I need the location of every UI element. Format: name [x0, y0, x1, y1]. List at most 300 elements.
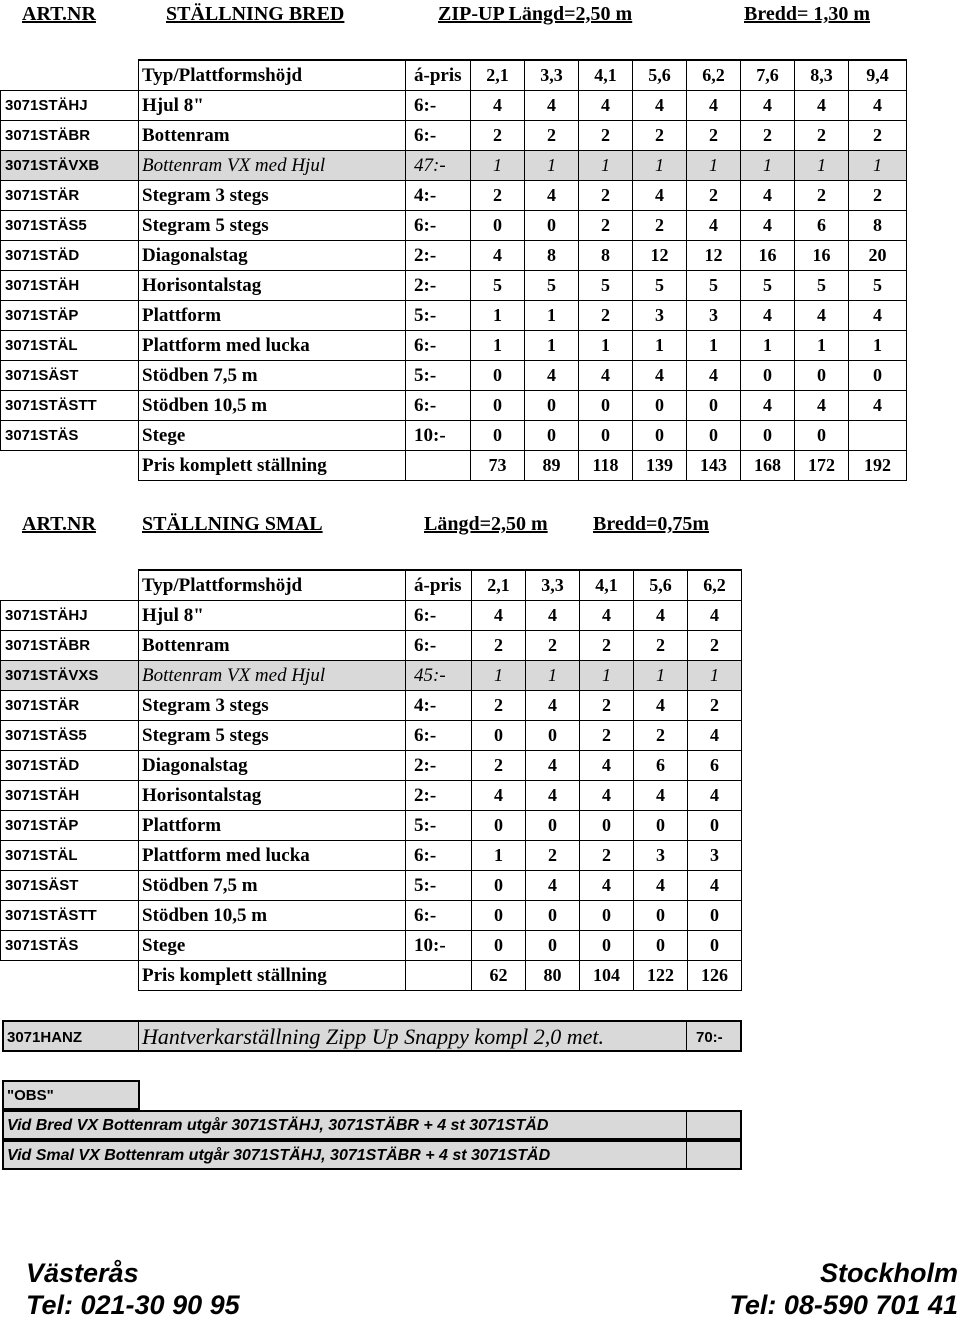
- bred-total-row: [1, 451, 907, 481]
- bred-price-cell: 2:-: [406, 271, 471, 301]
- smal-quantity-cell: 0: [472, 721, 526, 751]
- smal-description-cell: Stödben 10,5 m: [139, 901, 406, 931]
- bred-quantity-cell: 8: [579, 241, 633, 271]
- bred-quantity-cell: 0: [849, 361, 907, 391]
- bred-quantity-cell: 0: [579, 391, 633, 421]
- bred-quantity-cell: 4: [795, 91, 849, 121]
- bred-price-cell: 5:-: [406, 361, 471, 391]
- bred-quantity-cell: 5: [633, 271, 687, 301]
- smal-quantity-cell: 2: [688, 631, 742, 661]
- bred-quantity-cell: 6: [795, 211, 849, 241]
- bred-quantity-cell: 3: [687, 301, 741, 331]
- smal-quantity-cell: 4: [634, 781, 688, 811]
- bred-quantity-cell: 5: [849, 271, 907, 301]
- bred-price-cell: 5:-: [406, 301, 471, 331]
- bred-total-cell: 168: [741, 451, 795, 481]
- bred-table-row: [1, 181, 907, 211]
- smal-total-price-blank: [406, 961, 472, 991]
- obs-note-bred-text: Vid Bred VX Bottenram utgår 3071STÄHJ, 3071STÄBR + 4 st 3071STÄD: [7, 1117, 549, 1134]
- bred-quantity-cell: 1: [579, 151, 633, 181]
- bred-artnr-cell: 3071STÄR: [1, 181, 139, 211]
- bred-height-header: 3,3: [525, 60, 579, 91]
- smal-quantity-cell: 1: [526, 661, 580, 691]
- smal-quantity-cell: 2: [580, 721, 634, 751]
- bred-table-row: [1, 121, 907, 151]
- footer-city-left: Västerås: [26, 1258, 139, 1288]
- bred-quantity-cell: 4: [633, 181, 687, 211]
- smal-quantity-cell: 4: [472, 781, 526, 811]
- smal-quantity-cell: 0: [472, 871, 526, 901]
- bred-quantity-cell: 4: [741, 211, 795, 241]
- smal-col-price-header: á-pris: [406, 570, 472, 601]
- bred-quantity-cell: 0: [687, 391, 741, 421]
- bred-total-blank: [1, 451, 139, 481]
- smal-quantity-cell: 2: [580, 631, 634, 661]
- bred-description-cell: Bottenram VX med Hjul: [139, 151, 406, 181]
- bred-quantity-cell: 1: [633, 331, 687, 361]
- smal-artnr-cell: 3071STÄH: [1, 781, 139, 811]
- smal-quantity-cell: 4: [580, 601, 634, 631]
- bred-table-row: [1, 271, 907, 301]
- smal-description-cell: Stegram 3 stegs: [139, 691, 406, 721]
- bred-price-cell: 47:-: [406, 151, 471, 181]
- bred-total-cell: 192: [849, 451, 907, 481]
- smal-quantity-cell: 4: [580, 871, 634, 901]
- smal-quantity-cell: 0: [634, 931, 688, 961]
- smal-quantity-cell: 1: [634, 661, 688, 691]
- bred-quantity-cell: 1: [795, 331, 849, 361]
- bred-quantity-cell: 2: [849, 181, 907, 211]
- smal-quantity-cell: 4: [688, 601, 742, 631]
- bred-quantity-cell: 4: [687, 91, 741, 121]
- smal-quantity-cell: 0: [526, 901, 580, 931]
- smal-description-cell: Plattform: [139, 811, 406, 841]
- smal-artnr-cell: 3071STÄVXS: [1, 661, 139, 691]
- bred-table-row: [1, 91, 907, 121]
- hanz-row: [2, 1020, 742, 1052]
- smal-quantity-cell: 0: [634, 811, 688, 841]
- bred-quantity-cell: 1: [471, 331, 525, 361]
- bred-quantity-cell: 12: [633, 241, 687, 271]
- bred-quantity-cell: 20: [849, 241, 907, 271]
- bred-quantity-cell: 2: [849, 121, 907, 151]
- bred-quantity-cell: 4: [579, 361, 633, 391]
- bred-quantity-cell: 16: [795, 241, 849, 271]
- hanz-artnr: 3071HANZ: [7, 1029, 83, 1046]
- smal-quantity-cell: 0: [472, 901, 526, 931]
- bred-quantity-cell: 1: [741, 331, 795, 361]
- smal-quantity-cell: 0: [472, 931, 526, 961]
- hanz-description: Hantverkarställning Zipp Up Snappy kompl 2,0 met.: [142, 1024, 604, 1049]
- bred-height-header: 2,1: [471, 60, 525, 91]
- bred-quantity-cell: 1: [687, 151, 741, 181]
- smal-quantity-cell: 0: [688, 811, 742, 841]
- smal-quantity-cell: 0: [688, 901, 742, 931]
- smal-price-cell: 4:-: [406, 691, 472, 721]
- bred-quantity-cell: 2: [741, 121, 795, 151]
- bred-price-cell: 6:-: [406, 121, 471, 151]
- bred-quantity-cell: 0: [741, 421, 795, 451]
- bred-artnr-cell: 3071SÄST: [1, 361, 139, 391]
- bred-quantity-cell: 4: [471, 241, 525, 271]
- smal-price-cell: 10:-: [406, 931, 472, 961]
- smal-artnr-cell: 3071STÄL: [1, 841, 139, 871]
- smal-quantity-cell: 2: [580, 841, 634, 871]
- smal-quantity-cell: 4: [688, 781, 742, 811]
- bred-quantity-cell: 1: [849, 151, 907, 181]
- bred-quantity-cell: 0: [687, 421, 741, 451]
- bred-artnr-cell: 3071STÄSTT: [1, 391, 139, 421]
- smal-height-header: 4,1: [580, 570, 634, 601]
- bred-table-row: [1, 331, 907, 361]
- bred-quantity-cell: 0: [525, 421, 579, 451]
- bred-quantity-cell: 5: [525, 271, 579, 301]
- smal-description-cell: Horisontalstag: [139, 781, 406, 811]
- bred-table-row: [1, 391, 907, 421]
- smal-table-row: [1, 661, 742, 691]
- bred-quantity-cell: 2: [471, 121, 525, 151]
- smal-quantity-cell: 4: [688, 871, 742, 901]
- smal-price-cell: 2:-: [406, 751, 472, 781]
- smal-quantity-cell: 0: [580, 931, 634, 961]
- smal-table-row: [1, 691, 742, 721]
- smal-quantity-cell: 2: [580, 691, 634, 721]
- smal-price-cell: 6:-: [406, 631, 472, 661]
- bred-total-cell: 143: [687, 451, 741, 481]
- bred-quantity-cell: 2: [795, 181, 849, 211]
- smal-table-row: [1, 871, 742, 901]
- smal-table-row: [1, 601, 742, 631]
- smal-total-cell: 104: [580, 961, 634, 991]
- smal-width-heading: Bredd=0,75m: [593, 513, 710, 535]
- bred-quantity-cell: 2: [633, 211, 687, 241]
- smal-quantity-cell: 6: [634, 751, 688, 781]
- bred-description-cell: Hjul 8": [139, 91, 406, 121]
- bred-col-price-header: á-pris: [406, 60, 471, 91]
- bred-artnr-cell: 3071STÄBR: [1, 121, 139, 151]
- smal-price-table: [0, 569, 742, 991]
- bred-quantity-cell: 16: [741, 241, 795, 271]
- smal-height-header: 3,3: [526, 570, 580, 601]
- smal-artnr-cell: 3071STÄS5: [1, 721, 139, 751]
- bred-description-cell: Stegram 5 stegs: [139, 211, 406, 241]
- smal-quantity-cell: 0: [526, 931, 580, 961]
- bred-quantity-cell: 4: [633, 361, 687, 391]
- smal-description-cell: Bottenram VX med Hjul: [139, 661, 406, 691]
- smal-description-cell: Stege: [139, 931, 406, 961]
- bred-price-cell: 2:-: [406, 241, 471, 271]
- bred-quantity-cell: 1: [687, 331, 741, 361]
- obs-note-bred: [2, 1110, 742, 1140]
- obs-note-smal: [2, 1140, 742, 1170]
- smal-quantity-cell: 2: [472, 631, 526, 661]
- smal-quantity-cell: 2: [526, 841, 580, 871]
- hanz-price: 70:-: [696, 1029, 723, 1046]
- smal-quantity-cell: 3: [634, 841, 688, 871]
- smal-artnr-cell: 3071STÄD: [1, 751, 139, 781]
- bred-quantity-cell: 12: [687, 241, 741, 271]
- bred-artnr-cell: 3071STÄS5: [1, 211, 139, 241]
- smal-description-cell: Hjul 8": [139, 601, 406, 631]
- obs-label: "OBS": [2, 1080, 140, 1110]
- bred-quantity-cell: [849, 421, 907, 451]
- smal-quantity-cell: 4: [634, 691, 688, 721]
- bred-quantity-cell: 0: [633, 391, 687, 421]
- bred-price-table: [0, 59, 907, 481]
- bred-price-cell: 4:-: [406, 181, 471, 211]
- smal-quantity-cell: 4: [634, 601, 688, 631]
- bred-table-row: [1, 151, 907, 181]
- smal-artnr-cell: 3071STÄR: [1, 691, 139, 721]
- smal-table-row: [1, 631, 742, 661]
- smal-table-row: [1, 781, 742, 811]
- bred-artnr-cell: 3071STÄD: [1, 241, 139, 271]
- bred-col-type-header: Typ/Plattformshöjd: [139, 60, 406, 91]
- bred-height-header: 5,6: [633, 60, 687, 91]
- bred-quantity-cell: 0: [471, 361, 525, 391]
- bred-quantity-cell: 0: [471, 391, 525, 421]
- bred-quantity-cell: 1: [795, 151, 849, 181]
- footer-city-right: Stockholm: [819, 1258, 958, 1288]
- smal-total-cell: 62: [472, 961, 526, 991]
- bred-table-row: [1, 211, 907, 241]
- bred-total-label: Pris komplett ställning: [139, 451, 406, 481]
- bred-quantity-cell: 5: [579, 271, 633, 301]
- bred-description-cell: Stödben 7,5 m: [139, 361, 406, 391]
- smal-quantity-cell: 4: [580, 751, 634, 781]
- bred-total-cell: 73: [471, 451, 525, 481]
- bred-artnr-cell: 3071STÄH: [1, 271, 139, 301]
- smal-price-cell: 2:-: [406, 781, 472, 811]
- smal-total-blank: [1, 961, 139, 991]
- bred-quantity-cell: 0: [525, 391, 579, 421]
- smal-quantity-cell: 4: [526, 691, 580, 721]
- smal-artnr-cell: 3071STÄS: [1, 931, 139, 961]
- smal-quantity-cell: 2: [634, 721, 688, 751]
- bred-artnr-cell: 3071STÄVXB: [1, 151, 139, 181]
- smal-description-cell: Stegram 5 stegs: [139, 721, 406, 751]
- smal-quantity-cell: 0: [526, 721, 580, 751]
- smal-description-cell: Plattform med lucka: [139, 841, 406, 871]
- bred-description-cell: Plattform med lucka: [139, 331, 406, 361]
- smal-length-heading: Längd=2,50 m: [424, 513, 548, 535]
- bred-table-row: [1, 361, 907, 391]
- bred-description-cell: Plattform: [139, 301, 406, 331]
- footer-tel-left: Tel: 021-30 90 95: [26, 1290, 240, 1320]
- smal-height-header: 6,2: [688, 570, 742, 601]
- bred-height-header: 7,6: [741, 60, 795, 91]
- bred-length-heading: ZIP-UP Längd=2,50 m: [438, 3, 633, 25]
- bred-description-cell: Diagonalstag: [139, 241, 406, 271]
- bred-quantity-cell: 5: [471, 271, 525, 301]
- bred-quantity-cell: 4: [741, 301, 795, 331]
- smal-total-cell: 80: [526, 961, 580, 991]
- bred-price-cell: 6:-: [406, 391, 471, 421]
- bred-quantity-cell: 4: [471, 91, 525, 121]
- smal-quantity-cell: 4: [634, 871, 688, 901]
- bred-total-cell: 118: [579, 451, 633, 481]
- smal-quantity-cell: 1: [580, 661, 634, 691]
- bred-total-cell: 89: [525, 451, 579, 481]
- bred-quantity-cell: 0: [633, 421, 687, 451]
- bred-total-price-blank: [406, 451, 471, 481]
- bred-quantity-cell: 4: [741, 91, 795, 121]
- smal-quantity-cell: 1: [472, 841, 526, 871]
- bred-description-cell: Stegram 3 stegs: [139, 181, 406, 211]
- smal-table-row: [1, 751, 742, 781]
- bred-quantity-cell: 4: [849, 91, 907, 121]
- bred-quantity-cell: 4: [849, 391, 907, 421]
- bred-quantity-cell: 0: [579, 421, 633, 451]
- smal-price-cell: 45:-: [406, 661, 472, 691]
- bred-quantity-cell: 2: [579, 121, 633, 151]
- smal-quantity-cell: 0: [634, 901, 688, 931]
- bred-header-blank: [1, 60, 139, 91]
- smal-quantity-cell: 3: [688, 841, 742, 871]
- bred-description-cell: Horisontalstag: [139, 271, 406, 301]
- bred-quantity-cell: 1: [471, 151, 525, 181]
- smal-quantity-cell: 4: [526, 751, 580, 781]
- smal-height-header: 5,6: [634, 570, 688, 601]
- bred-quantity-cell: 1: [525, 301, 579, 331]
- bred-quantity-cell: 1: [849, 331, 907, 361]
- bred-quantity-cell: 1: [741, 151, 795, 181]
- bred-quantity-cell: 0: [795, 361, 849, 391]
- smal-price-cell: 6:-: [406, 841, 472, 871]
- bred-quantity-cell: 3: [633, 301, 687, 331]
- smal-quantity-cell: 0: [472, 811, 526, 841]
- bred-width-heading: Bredd= 1,30 m: [744, 3, 871, 25]
- smal-quantity-cell: 0: [580, 811, 634, 841]
- bred-quantity-cell: 0: [741, 361, 795, 391]
- smal-quantity-cell: 2: [472, 691, 526, 721]
- smal-description-cell: Stödben 7,5 m: [139, 871, 406, 901]
- bred-table-row: [1, 301, 907, 331]
- smal-price-cell: 6:-: [406, 721, 472, 751]
- footer-tel-right: Tel: 08-590 701 41: [729, 1290, 958, 1320]
- bred-total-cell: 172: [795, 451, 849, 481]
- bred-quantity-cell: 0: [471, 211, 525, 241]
- obs-note-smal-text: Vid Smal VX Bottenram utgår 3071STÄHJ, 3071STÄBR + 4 st 3071STÄD: [7, 1147, 551, 1164]
- smal-total-row: [1, 961, 742, 991]
- bred-artnr-cell: 3071STÄHJ: [1, 91, 139, 121]
- bred-quantity-cell: 5: [795, 271, 849, 301]
- bred-quantity-cell: 5: [687, 271, 741, 301]
- bred-quantity-cell: 2: [471, 181, 525, 211]
- smal-header-row: [1, 570, 742, 601]
- smal-artnr-cell: 3071STÄSTT: [1, 901, 139, 931]
- bred-description-cell: Stege: [139, 421, 406, 451]
- bred-quantity-cell: 8: [849, 211, 907, 241]
- smal-quantity-cell: 2: [472, 751, 526, 781]
- smal-quantity-cell: 2: [688, 691, 742, 721]
- bred-quantity-cell: 4: [525, 91, 579, 121]
- smal-quantity-cell: 2: [634, 631, 688, 661]
- bred-quantity-cell: 4: [687, 361, 741, 391]
- smal-quantity-cell: 4: [526, 871, 580, 901]
- smal-header-blank: [1, 570, 139, 601]
- bred-table-row: [1, 241, 907, 271]
- bred-quantity-cell: 2: [579, 181, 633, 211]
- smal-quantity-cell: 1: [472, 661, 526, 691]
- bred-quantity-cell: 4: [795, 391, 849, 421]
- smal-price-cell: 6:-: [406, 901, 472, 931]
- smal-price-cell: 5:-: [406, 871, 472, 901]
- bred-quantity-cell: 1: [633, 151, 687, 181]
- bred-quantity-cell: 4: [795, 301, 849, 331]
- bred-description-cell: Stödben 10,5 m: [139, 391, 406, 421]
- bred-quantity-cell: 4: [741, 181, 795, 211]
- bred-price-cell: 10:-: [406, 421, 471, 451]
- bred-quantity-cell: 4: [633, 91, 687, 121]
- bred-height-header: 8,3: [795, 60, 849, 91]
- bred-quantity-cell: 4: [741, 391, 795, 421]
- bred-quantity-cell: 4: [579, 91, 633, 121]
- bred-quantity-cell: 0: [471, 421, 525, 451]
- smal-artnr-cell: 3071STÄHJ: [1, 601, 139, 631]
- bred-quantity-cell: 4: [687, 211, 741, 241]
- bred-artnr-cell: 3071STÄP: [1, 301, 139, 331]
- smal-artnr-heading: ART.NR: [22, 513, 96, 535]
- smal-quantity-cell: 4: [580, 781, 634, 811]
- bred-artnr-cell: 3071STÄL: [1, 331, 139, 361]
- bred-quantity-cell: 8: [525, 241, 579, 271]
- smal-quantity-cell: 4: [526, 781, 580, 811]
- smal-quantity-cell: 0: [580, 901, 634, 931]
- smal-artnr-cell: 3071STÄP: [1, 811, 139, 841]
- bred-quantity-cell: 2: [525, 121, 579, 151]
- smal-quantity-cell: 6: [688, 751, 742, 781]
- bred-quantity-cell: 1: [471, 301, 525, 331]
- bred-quantity-cell: 2: [579, 301, 633, 331]
- smal-quantity-cell: 4: [526, 601, 580, 631]
- smal-quantity-cell: 0: [688, 931, 742, 961]
- smal-table-row: [1, 721, 742, 751]
- smal-table-row: [1, 841, 742, 871]
- bred-quantity-cell: 4: [525, 361, 579, 391]
- bred-title-heading: STÄLLNING BRED: [166, 3, 345, 25]
- smal-artnr-cell: 3071SÄST: [1, 871, 139, 901]
- bred-description-cell: Bottenram: [139, 121, 406, 151]
- bred-quantity-cell: 0: [795, 421, 849, 451]
- bred-artnr-heading: ART.NR: [22, 3, 96, 25]
- bred-artnr-cell: 3071STÄS: [1, 421, 139, 451]
- bred-quantity-cell: 4: [525, 181, 579, 211]
- bred-quantity-cell: 1: [525, 331, 579, 361]
- bred-height-header: 4,1: [579, 60, 633, 91]
- bred-price-cell: 6:-: [406, 331, 471, 361]
- bred-table-row: [1, 421, 907, 451]
- smal-table-row: [1, 901, 742, 931]
- bred-quantity-cell: 5: [741, 271, 795, 301]
- smal-quantity-cell: 4: [472, 601, 526, 631]
- smal-height-header: 2,1: [472, 570, 526, 601]
- bred-quantity-cell: 2: [687, 121, 741, 151]
- smal-quantity-cell: 1: [688, 661, 742, 691]
- smal-table-row: [1, 811, 742, 841]
- bred-quantity-cell: 1: [525, 151, 579, 181]
- bred-quantity-cell: 2: [795, 121, 849, 151]
- smal-description-cell: Bottenram: [139, 631, 406, 661]
- bred-header-row: [1, 60, 907, 91]
- bred-quantity-cell: 2: [579, 211, 633, 241]
- smal-price-cell: 6:-: [406, 601, 472, 631]
- bred-total-cell: 139: [633, 451, 687, 481]
- bred-quantity-cell: 0: [525, 211, 579, 241]
- bred-height-header: 9,4: [849, 60, 907, 91]
- bred-quantity-cell: 2: [633, 121, 687, 151]
- smal-description-cell: Diagonalstag: [139, 751, 406, 781]
